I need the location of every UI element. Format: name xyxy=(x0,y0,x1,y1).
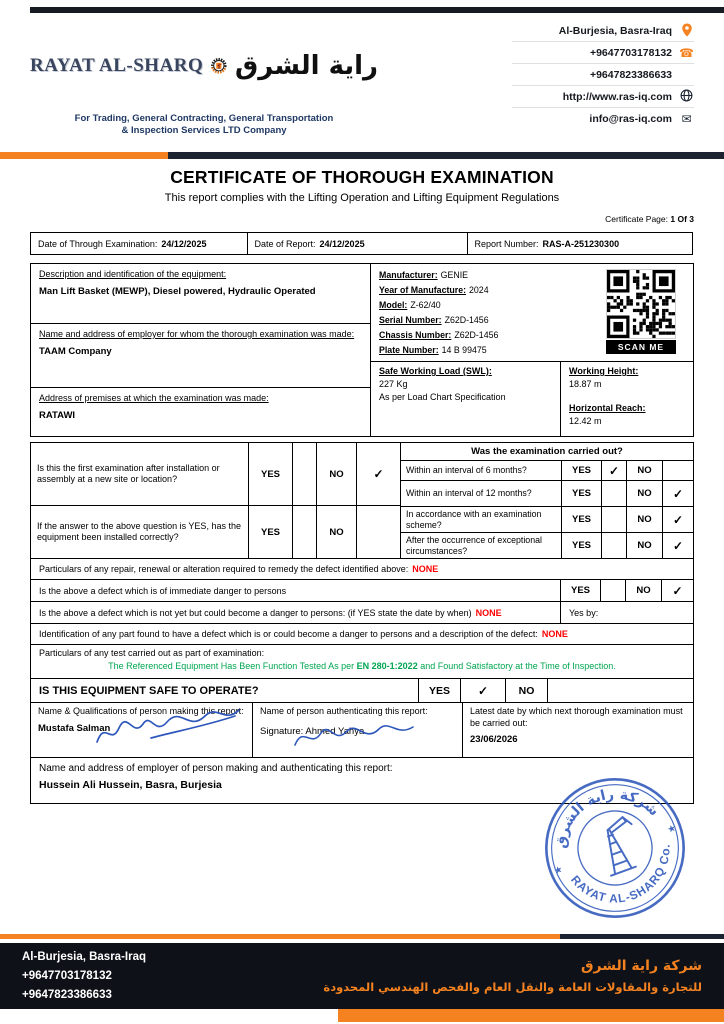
equipment-specs-section xyxy=(371,264,693,362)
globe-icon xyxy=(679,89,694,104)
test-particulars-row xyxy=(31,644,693,678)
contact-phone2-text: +9647823386633 xyxy=(589,68,672,81)
spec-plate: Plate Number: 14 B 99475 xyxy=(379,345,487,355)
spec-chassis: Chassis Number: Z62D-1456 xyxy=(379,330,499,340)
footer-contact-block xyxy=(22,948,146,1005)
equipment-description-section xyxy=(31,264,370,324)
authenticator-label: Name of person authenticating this report: xyxy=(260,706,428,716)
scheme-row xyxy=(401,507,693,533)
qr-scan-me-label: SCAN ME xyxy=(606,340,676,354)
exam-date-value: 24/12/2025 xyxy=(161,238,207,249)
header-divider-bar xyxy=(0,152,724,159)
installed-yes-checkbox xyxy=(293,506,317,558)
defect-identification-text: Identification of any part found to have a defect which is or could become a danger to persons and a description of the defect: xyxy=(39,629,538,639)
equipment-employer-section xyxy=(31,324,370,388)
safe-empty-cell xyxy=(548,679,693,702)
location-pin-icon xyxy=(679,23,694,39)
spec-year: Year of Manufacture: 2024 xyxy=(379,285,489,295)
test-result-suffix: and Found Satisfactory at the Time of Inspection. xyxy=(417,661,616,671)
qr-code-block xyxy=(589,264,693,361)
safe-to-operate-row xyxy=(31,678,693,702)
installed-yes-label: YES xyxy=(249,506,293,558)
report-maker-label: Name & Qualifications of person making this report: xyxy=(38,706,244,716)
repair-particulars-value: NONE xyxy=(412,564,439,574)
stamp-derrick-icon xyxy=(594,815,646,876)
defect-identification-value: NONE xyxy=(541,629,568,639)
report-number-label: Report Number: xyxy=(474,238,539,249)
spec-model: Model: Z-62/40 xyxy=(379,300,441,310)
footer-services-arabic: للتجارة والمقاولات العامة والنقل العام والفحص الهندسي المحدودة xyxy=(323,980,702,994)
report-maker-cell xyxy=(31,703,253,757)
interval-6-no-label: NO xyxy=(627,461,663,480)
contact-website xyxy=(512,86,694,108)
question-installed-row xyxy=(31,506,400,558)
repair-particulars-row xyxy=(31,558,693,579)
report-employer-value: Hussein Ali Hussein, Basra, Burjesia xyxy=(39,779,222,791)
interval-12-yes-checkbox xyxy=(602,481,627,506)
footer-address: Al-Burjesia, Basra-Iraq xyxy=(22,950,146,963)
authenticator-signature xyxy=(291,719,421,755)
yes-by-cell: Yes by: xyxy=(569,607,599,618)
exceptional-yes-checkbox xyxy=(602,533,627,558)
contact-phone2 xyxy=(512,64,694,86)
company-logo xyxy=(30,22,378,137)
contact-website-text: http://www.ras-iq.com xyxy=(562,90,672,103)
authenticator-value: Signature: Ahmed Yahya xyxy=(260,725,365,737)
qr-code xyxy=(606,269,676,339)
first-exam-no-checkbox: ✓ xyxy=(373,467,384,481)
height-reach-cell xyxy=(561,362,693,436)
interval-12-row xyxy=(401,481,693,507)
report-date-label: Date of Report: xyxy=(254,238,316,249)
question-installed: If the answer to the above question is YES, has the equipment been installed correctly? xyxy=(31,506,249,558)
equipment-right-column xyxy=(371,264,693,436)
next-exam-date: 23/06/2026 xyxy=(470,734,518,745)
test-result-prefix: The Referenced Equipment Has Been Function Tested As per xyxy=(108,661,357,671)
spec-manufacturer: Manufacturer: GENIE xyxy=(379,270,469,280)
stamp-star-left: ★ xyxy=(552,863,565,878)
repair-particulars-text: Particulars of any repair, renewal or alteration required to remedy the defect identified above: xyxy=(39,564,409,574)
stamp-english-text: RAYAT AL-SHARQ Co. xyxy=(568,843,673,906)
top-accent-bar xyxy=(30,7,724,13)
svg-text:شركة راية الشرق xyxy=(540,771,664,855)
interval-12-no-checkbox: ✓ xyxy=(672,486,684,501)
defect-identification-row xyxy=(31,623,693,644)
company-name-arabic: راية الشرق xyxy=(234,51,378,81)
exam-date-label: Date of Through Examination: xyxy=(38,238,158,249)
interval-12-question: Within an interval of 12 months? xyxy=(401,481,562,506)
equipment-premises-value: RATAWI xyxy=(39,409,76,421)
next-exam-label: Latest date by which next thorough examination must be carried out: xyxy=(470,706,683,728)
examination-carried-out-section xyxy=(401,443,693,558)
swl-cell xyxy=(371,362,561,436)
spec-serial: Serial Number: Z62D-1456 xyxy=(379,315,489,325)
header xyxy=(30,20,694,148)
report-date-cell xyxy=(247,232,469,255)
meta-row xyxy=(30,232,694,255)
equipment-specs-list xyxy=(371,264,589,361)
horizontal-reach-value: 12.42 m xyxy=(569,416,602,426)
footer-phone2: +9647823386633 xyxy=(22,988,112,1001)
signature-row xyxy=(31,702,693,757)
carried-out-header: Was the examination carried out? xyxy=(401,443,693,461)
equipment-left-column xyxy=(31,264,371,436)
report-maker-name: Mustafa Salman xyxy=(38,722,111,734)
first-exam-yes-checkbox xyxy=(293,443,317,505)
footer xyxy=(0,943,724,1009)
test-particulars-label: Particulars of any test carried out as part of examination: xyxy=(39,648,265,658)
safe-to-operate-question: IS THIS EQUIPMENT SAFE TO OPERATE? xyxy=(31,679,419,702)
equipment-premises-section xyxy=(31,388,370,436)
document-subtitle: This report complies with the Lifting Operation and Lifting Equipment Regulations xyxy=(164,192,560,204)
contact-address-text: Al-Burjesia, Basra-Iraq xyxy=(558,24,672,37)
scheme-no-label: NO xyxy=(627,507,663,532)
report-employer-label: Name and address of employer of person making and authenticating this report: xyxy=(39,763,393,774)
equipment-premises-label: Address of premises at which the examination was made: xyxy=(39,393,269,403)
footer-orange-strip xyxy=(338,1009,724,1022)
report-number-cell xyxy=(467,232,693,255)
scheme-yes-checkbox xyxy=(602,507,627,532)
interval-12-yes-label: YES xyxy=(562,481,602,506)
immediate-danger-yes-checkbox xyxy=(601,580,626,601)
interval-6-yes-checkbox: ✓ xyxy=(602,461,627,480)
immediate-danger-row xyxy=(31,579,693,601)
test-result-statement xyxy=(39,661,685,671)
interval-6-yes-label: YES xyxy=(562,461,602,480)
certificate-page-label: Certificate Page: xyxy=(605,214,668,224)
equipment-description-value: Man Lift Basket (MEWP), Diesel powered, Hydraulic Operated xyxy=(39,285,316,297)
report-date-value: 24/12/2025 xyxy=(319,238,365,249)
document-title: CERTIFICATE OF THOROUGH EXAMINATION xyxy=(170,167,554,187)
equipment-description-label: Description and identification of the equipment: xyxy=(39,269,227,279)
footer-phone1: +9647703178132 xyxy=(22,969,112,982)
installed-no-checkbox xyxy=(357,506,400,558)
question-first-exam-row xyxy=(31,443,400,506)
equipment-block xyxy=(30,263,694,437)
exceptional-question: After the occurrence of exceptional circumstances? xyxy=(401,533,562,558)
immediate-danger-text: Is the above a defect which is of immediate danger to persons xyxy=(31,580,561,601)
first-exam-yes-label: YES xyxy=(249,443,293,505)
tagline-line2: & Inspection Services LTD Company xyxy=(121,125,287,136)
examination-top-section xyxy=(31,443,693,558)
interval-6-question: Within an interval of 6 months? xyxy=(401,461,562,480)
contact-email-text: info@ras-iq.com xyxy=(589,113,672,125)
safe-yes-label: YES xyxy=(419,679,461,702)
equipment-employer-label: Name and address of employer for whom the thorough examination was made: xyxy=(39,329,355,339)
footer-company-arabic: شركة راية الشرق xyxy=(581,958,702,974)
contact-list xyxy=(512,20,694,130)
scheme-yes-label: YES xyxy=(562,507,602,532)
swl-note: As per Load Chart Specification xyxy=(379,392,506,402)
working-height-label: Working Height: xyxy=(569,366,639,376)
immediate-danger-no-checkbox: ✓ xyxy=(672,583,683,598)
report-number-value: RAS-A-251230300 xyxy=(542,238,620,249)
contact-phone1 xyxy=(512,42,694,64)
equipment-capacity-section xyxy=(371,362,693,436)
phone-icon: ☎ xyxy=(679,45,694,60)
scheme-question: In accordance with an examination scheme? xyxy=(401,507,562,532)
equipment-employer-value: TAAM Company xyxy=(39,345,112,357)
swl-value: 227 Kg xyxy=(379,379,408,389)
scheme-no-checkbox: ✓ xyxy=(672,512,684,527)
swl-label: Safe Working Load (SWL): xyxy=(379,366,492,376)
working-height-value: 18.87 m xyxy=(569,379,602,389)
immediate-danger-no-label: NO xyxy=(626,580,662,601)
question-first-exam: Is this the first examination after installation or assembly at a new site or location? xyxy=(31,443,249,505)
stamp-star-right: ★ xyxy=(665,822,678,836)
company-tagline xyxy=(30,113,378,137)
safe-yes-checkbox: ✓ xyxy=(461,679,506,702)
certificate-page-number xyxy=(605,214,694,224)
safe-no-label: NO xyxy=(506,679,548,702)
contact-phone1-text: +9647703178132 xyxy=(589,46,672,59)
horizontal-reach-label: Horizontal Reach: xyxy=(569,403,646,413)
interval-12-no-label: NO xyxy=(627,481,663,506)
installed-no-label: NO xyxy=(317,506,357,558)
examination-table xyxy=(30,442,694,804)
gear-derrick-logo-icon xyxy=(210,22,228,110)
future-danger-text: Is the above a defect which is not yet but could become a danger to persons: (if YES state the date by when) xyxy=(39,607,472,618)
certificate-page-value: 1 Of 3 xyxy=(670,214,694,224)
future-danger-value: NONE xyxy=(475,607,502,618)
first-examination-questions xyxy=(31,443,401,558)
interval-6-row xyxy=(401,461,693,481)
contact-email xyxy=(512,108,694,130)
company-name-english: RAYAT AL-SHARQ xyxy=(30,55,204,76)
future-danger-row xyxy=(31,601,693,623)
authenticator-cell xyxy=(253,703,463,757)
first-exam-no-label: NO xyxy=(317,443,357,505)
exceptional-yes-label: YES xyxy=(562,533,602,558)
test-standard: EN 280-1:2022 xyxy=(356,661,418,671)
immediate-danger-yes-label: YES xyxy=(561,580,601,601)
interval-6-no-checkbox xyxy=(663,461,693,480)
contact-address xyxy=(512,20,694,42)
future-danger-cell xyxy=(31,602,561,623)
exceptional-row xyxy=(401,533,693,558)
stamp-arabic-text: شركة راية الشرق xyxy=(553,786,662,850)
exceptional-no-checkbox: ✓ xyxy=(672,538,684,553)
exceptional-no-label: NO xyxy=(627,533,663,558)
tagline-line1: For Trading, General Contracting, General Transportation xyxy=(74,113,334,124)
exam-date-cell xyxy=(30,232,248,255)
footer-arabic-block xyxy=(323,955,702,997)
envelope-icon: ✉ xyxy=(681,112,692,126)
